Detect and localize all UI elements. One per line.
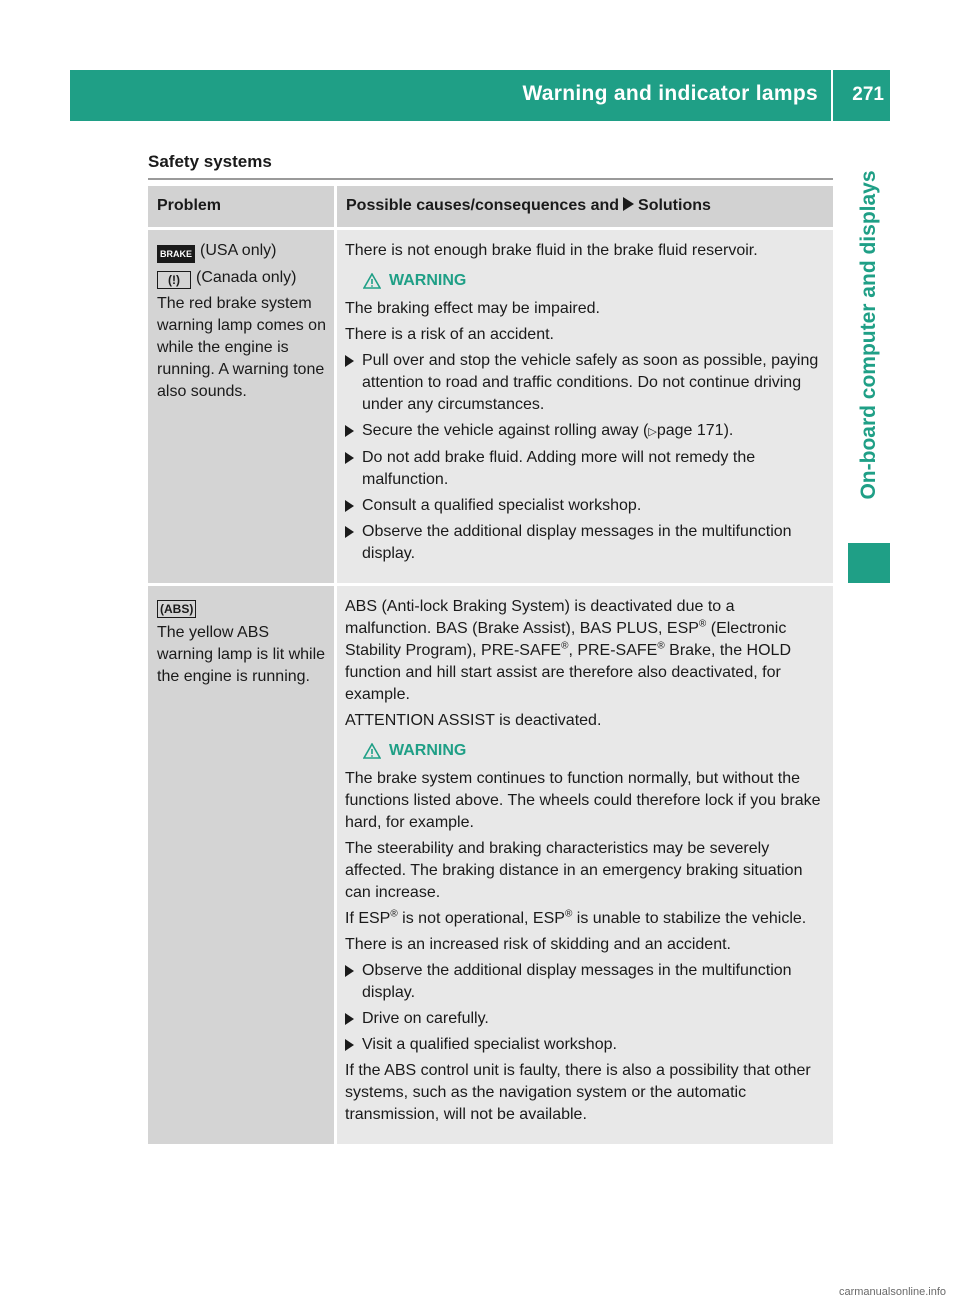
cause-part: , PRE-SAFE [568, 642, 658, 659]
side-tab [848, 135, 890, 535]
page-reference-link[interactable]: page 171 [656, 422, 724, 439]
warning-heading [363, 270, 825, 292]
warning-triangle-icon [363, 743, 381, 759]
step-text: Consult a qualified specialist workshop. [362, 497, 642, 514]
column-header-solutions [337, 186, 833, 227]
lamp-usa-label: (USA only) [200, 242, 277, 259]
page-ref-triangle-icon: ▷ [648, 426, 657, 438]
registered-mark: ® [390, 908, 398, 920]
column-header-problem: Problem [148, 186, 334, 227]
warning-text [345, 908, 825, 930]
warning-text: There is a risk of an accident. [345, 326, 554, 343]
step-text: Pull over and stop the vehicle safely as soon as possible, paying attention to road and traffic conditions. Do not continue driving under any circumstances. [362, 352, 819, 413]
warning-triangle-icon [363, 273, 381, 289]
warning-part: is not operational, ESP [397, 910, 565, 927]
problem-description: The red brake system warning lamp comes on while the engine is running. A warning tone also sounds. [157, 295, 326, 400]
instruction-step [345, 521, 825, 565]
section-divider [148, 178, 833, 180]
registered-mark: ® [561, 640, 569, 652]
instruction-step [345, 447, 825, 491]
warning-label: WARNING [389, 272, 467, 289]
step-text-close: ). [723, 422, 734, 439]
lamp-abs [157, 596, 326, 618]
warning-text: The steerability and braking characteristics may be severely affected. The braking distance in an emergency braking situation can increase. [345, 840, 803, 901]
arrow-right-icon [345, 452, 354, 464]
warning-text: There is an increased risk of skidding and an accident. [345, 936, 731, 953]
registered-mark: ® [698, 618, 707, 630]
arrow-right-icon [345, 355, 354, 367]
brake-lamp-icon: BRAKE [157, 245, 195, 263]
warning-label: WARNING [389, 742, 467, 759]
page-number: 271 [852, 84, 884, 105]
problem-cell-brake [148, 230, 334, 583]
warning-text: The brake system continues to function normally, but without the functions listed above. The wheels could therefore lock if you brake hard, for example. [345, 770, 821, 831]
step-text: Observe the additional display messages in the multifunction display. [362, 523, 792, 562]
instruction-step [345, 495, 825, 517]
arrow-right-icon [345, 1013, 354, 1025]
registered-mark: ® [564, 908, 573, 920]
safety-systems-table [148, 186, 833, 1144]
cause-part: Brake, the HOLD function and hill start assist are therefore also deactivated, for example. [345, 642, 791, 703]
cause-part: (Electronic Stability Program), PRE-SAFE [345, 620, 787, 659]
side-tab-label: On-board computer and displays [857, 170, 880, 500]
header-separator [831, 70, 833, 121]
warning-part: If ESP [345, 910, 391, 927]
warning-heading [363, 740, 825, 762]
arrow-right-icon [345, 965, 354, 977]
step-text: Visit a qualified specialist workshop. [362, 1036, 617, 1053]
step-text: Observe the additional display messages in the multifunction display. [362, 962, 792, 1001]
arrow-right-icon [345, 425, 354, 437]
solutions-header-prefix: Possible causes/consequences and [346, 197, 620, 214]
arrow-right-icon [345, 1039, 354, 1051]
arrow-right-icon [623, 197, 634, 211]
arrow-right-icon [345, 500, 354, 512]
step-text: Do not add brake fluid. Adding more will not remedy the malfunction. [362, 449, 756, 488]
step-text: Secure the vehicle against rolling away ( [362, 422, 649, 439]
chapter-title: Warning and indicator lamps [522, 82, 818, 105]
instruction-step [345, 420, 825, 443]
side-tab-marker [848, 543, 890, 583]
registered-mark: ® [657, 640, 665, 652]
cause-text: There is not enough brake fluid in the brake fluid reservoir. [345, 242, 758, 259]
instruction-step [345, 1034, 825, 1056]
solution-cell-brake [337, 230, 833, 583]
section-title: Safety systems [148, 152, 272, 171]
abs-lamp-icon: (ABS) [157, 600, 196, 618]
warning-text: The braking effect may be impaired. [345, 300, 600, 317]
lamp-canada-label: (Canada only) [196, 269, 297, 286]
footer-watermark: carmanualsonline.info [838, 1286, 946, 1298]
warning-part: is unable to stabilize the vehicle. [572, 910, 807, 927]
problem-cell-abs [148, 586, 334, 1144]
arrow-right-icon [345, 526, 354, 538]
solution-cell-abs [337, 586, 833, 1144]
problem-description: The yellow ABS warning lamp is lit while the engine is running. [157, 624, 326, 685]
cause-text [345, 596, 825, 706]
step-text: Drive on carefully. [362, 1010, 489, 1027]
header-bar [70, 70, 890, 121]
cause-part: ABS (Anti-lock Braking System) is deactivated due to a malfunction. BAS (Brake Assist), BAS PLUS, ESP [345, 598, 735, 637]
lamp-canada [157, 267, 326, 289]
brake-warning-circle-icon: (!) [157, 271, 191, 289]
cause-text: ATTENTION ASSIST is deactivated. [345, 712, 602, 729]
lamp-usa [157, 240, 326, 263]
instruction-step [345, 1008, 825, 1030]
note-text: If the ABS control unit is faulty, there is also a possibility that other systems, such as the navigation system or the automatic transmission, will not be available. [345, 1062, 811, 1123]
instruction-step [345, 960, 825, 1004]
solutions-header-suffix: Solutions [638, 197, 711, 214]
instruction-step [345, 350, 825, 416]
